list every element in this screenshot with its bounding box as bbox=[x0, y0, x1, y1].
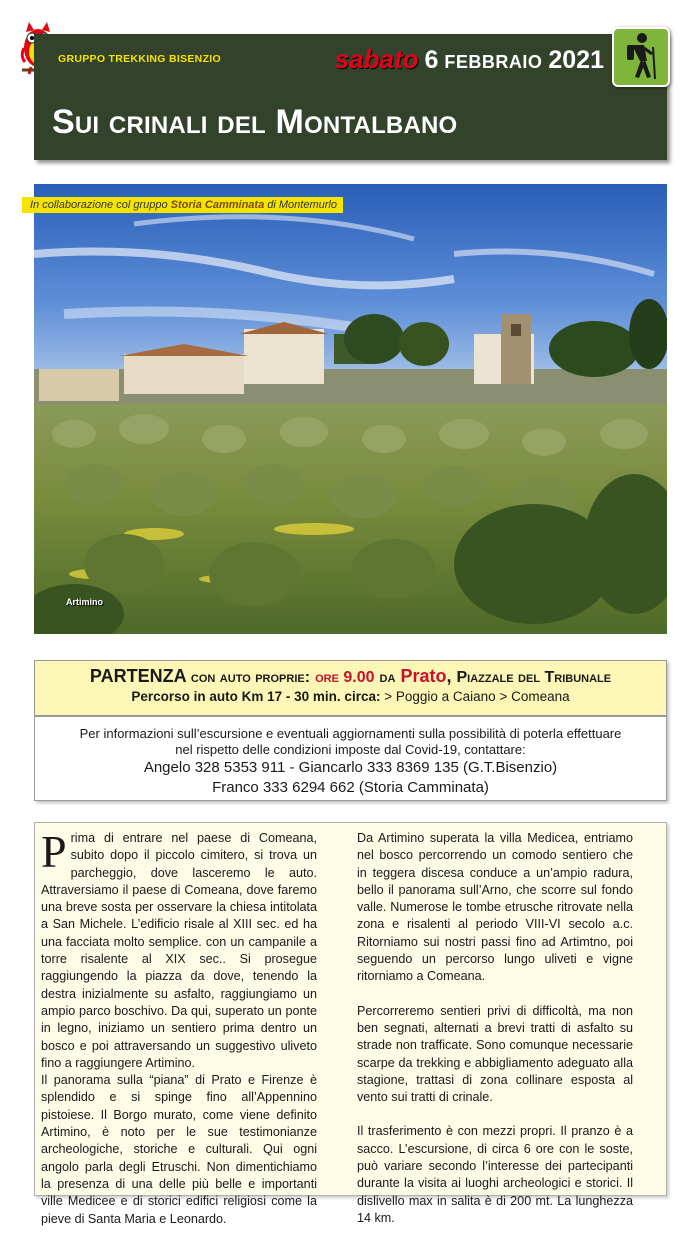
event-date bbox=[335, 44, 604, 75]
departure-box bbox=[34, 660, 667, 716]
date-weekday: sabato bbox=[334, 44, 419, 74]
description-box bbox=[34, 822, 667, 1226]
hiker-icon bbox=[614, 29, 668, 85]
route-line bbox=[35, 689, 666, 704]
collab-group: Storia Camminata bbox=[170, 199, 265, 211]
page-title: Sui crinali del Montalbano bbox=[52, 103, 458, 141]
date-year: 2021 bbox=[548, 46, 604, 74]
departure-line: PARTENZA con auto proprie: ore 9.00 da Prato, Piazzale del Tribunale bbox=[89, 666, 612, 686]
date-day: 6 bbox=[424, 46, 439, 74]
info-line-2: nel rispetto delle condizioni imposte dal Covid-19, contattare: bbox=[175, 742, 526, 757]
paragraph-5: Il trasferimento è con mezzi propri. Il pranzo è a sacco. L’escursione, di circa 6 ore con le soste, può variare secondo l’interesse dei partecipanti durante la visita ai luoghi archeologici e storici. Il dislivello max in salita è di 200 mt. La lunghezza 14 km. bbox=[357, 1124, 633, 1225]
departure-time: ore 9.00 bbox=[315, 669, 375, 686]
artimino-photo bbox=[34, 184, 667, 634]
paragraph-2: Il panorama sulla “piana” di Prato e Firenze è splendido e si spinge fino all’Appennino pistoiese. Il Borgo murato, come viene definito Artimino, è noto per le sue testimonianze archeologiche, storiche e culturali. Qui ogni angolo parla degli Etruschi. Non dimentichiamo la presenza di una delle più belle e importanti ville Medicee e di storici edifici religiosi come la pieve di Santa Maria e Leonardo. bbox=[41, 1073, 317, 1226]
drop-cap: P bbox=[41, 826, 67, 877]
collaboration-banner bbox=[22, 197, 343, 213]
landscape-photo bbox=[34, 184, 667, 634]
departure-label: PARTENZA bbox=[89, 666, 186, 686]
departure-square: Piazzale del Tribunale bbox=[456, 669, 612, 686]
route-value: > Poggio a Caiano > Comeana bbox=[384, 689, 570, 704]
paragraph-4: Percorreremo sentieri privi di difficoltà, ma non ben segnati, alternati a brevi tratti di asfalto su strade non trafficate. Sono comunque necessarie scarpe da trekking e abbigliamento adeguato alla stagione, trattasi di zona collinare esposta al vento sui tratti di crinale. bbox=[357, 1003, 633, 1105]
paragraph-3: Da Artimino superata la villa Medicea, entriamo nel bosco percorrendo un comodo sentiero che in teggera discesa conduce a un’ampio radura, bello il panorama sull’Arno, che scorre sul fondo valle. Numerose le tombe etrusche ritrovate nella zona e risalenti al periodo VIII-VI secolo a.c. Ritorniamo sui nostri passi fino ad Artimtno, poi seguendo un percorso lungo uliveti e vigne ritorniamo a Comeana. bbox=[357, 831, 633, 984]
departure-text1: con auto proprie: bbox=[190, 669, 311, 686]
departure-text2: da bbox=[379, 669, 396, 686]
paragraph-1: Prima di entrare nel paese di Comeana, subito dopo il piccolo cimitero, si trova un parcheggio, dove lasceremo le auto. Attraversiamo il paese di Comeana, dove faremo una breve sosta per osservare la chiesa intitolata a San Michele. L’edificio risale al XIII sec. ed ha una facciata molto semplice. con un campanile a torre risalente al XIX sec.. Si prosegue raggiungendo la piazza da dove, tenendo la destra inizialmente su asfalto, raggiungiamo un ampio parco boschivo. Da qui, superato un ponte in legno, iniziamo un sentiero prima dentro un bosco e poi attraversando un suggestivo uliveto fino a raggiungere Artimino. bbox=[41, 826, 317, 1070]
description-column-right bbox=[357, 830, 633, 1227]
contact-line-2: Franco 333 6294 662 (Storia Camminata) bbox=[212, 779, 489, 796]
route-label: Percorso in auto Km 17 - 30 min. circa: bbox=[131, 689, 381, 704]
description-column-left bbox=[41, 826, 317, 1228]
photo-caption: Artimino bbox=[66, 597, 103, 607]
collab-prefix: In collaborazione col gruppo bbox=[30, 199, 168, 211]
departure-place: Prato bbox=[400, 666, 447, 686]
info-box bbox=[34, 716, 667, 801]
info-line-1: Per informazioni sull’escursione e eventuali aggiornamenti sulla possibilità di poterla effettuare bbox=[79, 726, 622, 741]
collab-suffix: di Montemurlo bbox=[267, 199, 337, 211]
org-name: GRUPPO TREKKING BISENZIO bbox=[58, 53, 221, 65]
date-month: FEBBRAIO bbox=[444, 52, 543, 72]
contact-line-1: Angelo 328 5353 911 - Giancarlo 333 8369 135 (G.T.Bisenzio) bbox=[143, 759, 558, 776]
hiker-badge bbox=[612, 27, 670, 87]
